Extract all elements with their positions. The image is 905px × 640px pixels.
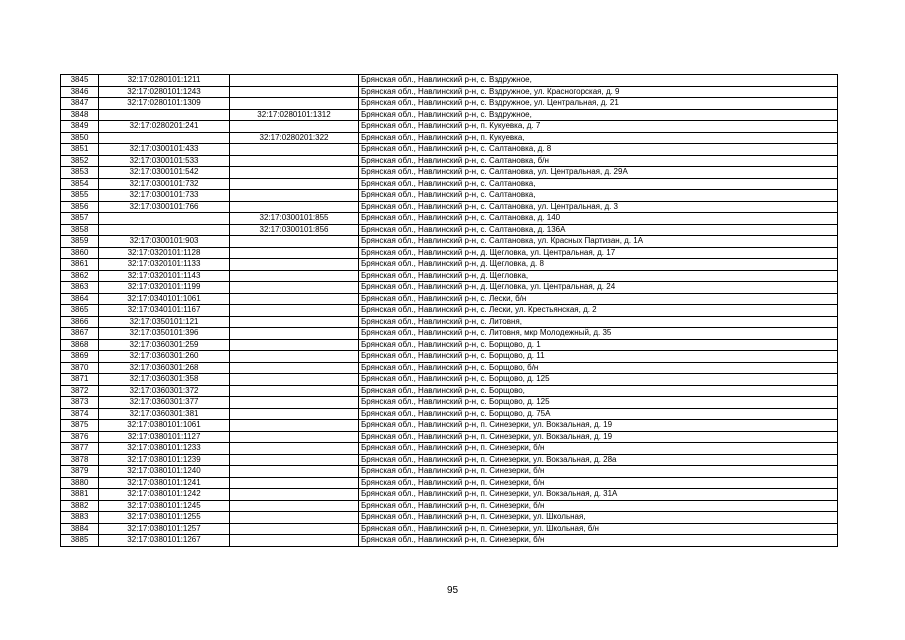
row-number-cell: 3865 bbox=[61, 305, 99, 317]
cadastral-number-alt-cell bbox=[230, 500, 359, 512]
cadastral-number-alt-cell bbox=[230, 167, 359, 179]
table-row bbox=[61, 247, 838, 259]
cadastral-number-alt-cell bbox=[230, 259, 359, 271]
address-cell: Брянская обл., Навлинский р-н, с. Борщово, д. 125 bbox=[359, 397, 838, 409]
address-cell: Брянская обл., Навлинский р-н, с. Борщово, д. 11 bbox=[359, 351, 838, 363]
cadastral-number-alt-cell bbox=[230, 247, 359, 259]
table-row bbox=[61, 362, 838, 374]
row-number-cell: 3859 bbox=[61, 236, 99, 248]
cadastral-number-alt-cell bbox=[230, 190, 359, 202]
address-cell: Брянская обл., Навлинский р-н, с. Борщово, д. 125 bbox=[359, 374, 838, 386]
table-row bbox=[61, 466, 838, 478]
address-cell: Брянская обл., Навлинский р-н, с. Борщово, б/н bbox=[359, 362, 838, 374]
table-row bbox=[61, 431, 838, 443]
cadastral-number-cell: 32:17:0380101:1255 bbox=[99, 512, 230, 524]
row-number-cell: 3867 bbox=[61, 328, 99, 340]
cadastral-number-cell: 32:17:0320101:1128 bbox=[99, 247, 230, 259]
address-cell: Брянская обл., Навлинский р-н, п. Синезерки, ул. Школьная, bbox=[359, 512, 838, 524]
cadastral-number-cell: 32:17:0360301:260 bbox=[99, 351, 230, 363]
table-row bbox=[61, 489, 838, 501]
cadastral-number-cell: 32:17:0360301:372 bbox=[99, 385, 230, 397]
address-cell: Брянская обл., Навлинский р-н, с. Вздружное, bbox=[359, 109, 838, 121]
table-row bbox=[61, 109, 838, 121]
table-row bbox=[61, 121, 838, 133]
cadastral-number-cell: 32:17:0300101:433 bbox=[99, 144, 230, 156]
address-cell: Брянская обл., Навлинский р-н, п. Синезерки, ул. Вокзальная, д. 19 bbox=[359, 420, 838, 432]
cadastral-number-alt-cell bbox=[230, 201, 359, 213]
row-number-cell: 3860 bbox=[61, 247, 99, 259]
address-cell: Брянская обл., Навлинский р-н, с. Салтановка, б/н bbox=[359, 155, 838, 167]
address-cell: Брянская обл., Навлинский р-н, п. Синезерки, ул. Вокзальная, д. 28а bbox=[359, 454, 838, 466]
cadastral-number-alt-cell bbox=[230, 270, 359, 282]
row-number-cell: 3871 bbox=[61, 374, 99, 386]
row-number-cell: 3857 bbox=[61, 213, 99, 225]
table-row bbox=[61, 351, 838, 363]
cadastral-number-alt-cell bbox=[230, 98, 359, 110]
row-number-cell: 3872 bbox=[61, 385, 99, 397]
table-row bbox=[61, 477, 838, 489]
address-cell: Брянская обл., Навлинский р-н, с. Вздружное, ул. Красногорская, д. 9 bbox=[359, 86, 838, 98]
row-number-cell: 3847 bbox=[61, 98, 99, 110]
cadastral-number-cell: 32:17:0300101:903 bbox=[99, 236, 230, 248]
cadastral-number-alt-cell bbox=[230, 339, 359, 351]
cadastral-number-cell: 32:17:0360301:381 bbox=[99, 408, 230, 420]
cadastral-number-cell bbox=[99, 109, 230, 121]
row-number-cell: 3858 bbox=[61, 224, 99, 236]
row-number-cell: 3885 bbox=[61, 535, 99, 547]
cadastral-number-alt-cell bbox=[230, 75, 359, 87]
cadastral-number-alt-cell bbox=[230, 466, 359, 478]
address-cell: Брянская обл., Навлинский р-н, с. Вздружное, bbox=[359, 75, 838, 87]
cadastral-number-alt-cell bbox=[230, 477, 359, 489]
row-number-cell: 3855 bbox=[61, 190, 99, 202]
cadastral-number-cell: 32:17:0380101:1061 bbox=[99, 420, 230, 432]
address-cell: Брянская обл., Навлинский р-н, с. Лески, б/н bbox=[359, 293, 838, 305]
table-row bbox=[61, 190, 838, 202]
row-number-cell: 3862 bbox=[61, 270, 99, 282]
row-number-cell: 3878 bbox=[61, 454, 99, 466]
row-number-cell: 3882 bbox=[61, 500, 99, 512]
address-cell: Брянская обл., Навлинский р-н, п. Синезерки, б/н bbox=[359, 443, 838, 455]
table-row bbox=[61, 282, 838, 294]
row-number-cell: 3846 bbox=[61, 86, 99, 98]
row-number-cell: 3880 bbox=[61, 477, 99, 489]
cadastral-number-cell: 32:17:0340101:1061 bbox=[99, 293, 230, 305]
address-cell: Брянская обл., Навлинский р-н, д. Щегловка, bbox=[359, 270, 838, 282]
cadastral-number-alt-cell: 32:17:0300101:856 bbox=[230, 224, 359, 236]
address-cell: Брянская обл., Навлинский р-н, п. Синезерки, б/н bbox=[359, 466, 838, 478]
table-row bbox=[61, 328, 838, 340]
cadastral-number-alt-cell bbox=[230, 86, 359, 98]
table-row bbox=[61, 98, 838, 110]
cadastral-number-cell: 32:17:0380101:1240 bbox=[99, 466, 230, 478]
cadastral-number-alt-cell bbox=[230, 305, 359, 317]
cadastral-number-alt-cell bbox=[230, 293, 359, 305]
cadastral-number-cell: 32:17:0360301:377 bbox=[99, 397, 230, 409]
address-cell: Брянская обл., Навлинский р-н, п. Синезерки, б/н bbox=[359, 477, 838, 489]
cadastral-number-cell: 32:17:0300101:542 bbox=[99, 167, 230, 179]
row-number-cell: 3845 bbox=[61, 75, 99, 87]
table-row bbox=[61, 224, 838, 236]
table-row bbox=[61, 408, 838, 420]
cadastral-number-cell: 32:17:0280101:1243 bbox=[99, 86, 230, 98]
cadastral-number-cell: 32:17:0340101:1167 bbox=[99, 305, 230, 317]
cadastral-number-cell: 32:17:0380101:1127 bbox=[99, 431, 230, 443]
cadastral-number-cell: 32:17:0380101:1242 bbox=[99, 489, 230, 501]
table-row bbox=[61, 443, 838, 455]
row-number-cell: 3850 bbox=[61, 132, 99, 144]
address-cell: Брянская обл., Навлинский р-н, п. Синезерки, ул. Вокзальная, д. 19 bbox=[359, 431, 838, 443]
address-cell: Брянская обл., Навлинский р-н, с. Литовня, мкр Молодежный, д. 35 bbox=[359, 328, 838, 340]
cadastral-number-alt-cell bbox=[230, 155, 359, 167]
row-number-cell: 3853 bbox=[61, 167, 99, 179]
cadastral-number-alt-cell bbox=[230, 408, 359, 420]
table-row bbox=[61, 167, 838, 179]
cadastral-number-cell bbox=[99, 132, 230, 144]
table-row bbox=[61, 454, 838, 466]
cadastral-number-alt-cell bbox=[230, 374, 359, 386]
table-row bbox=[61, 512, 838, 524]
row-number-cell: 3864 bbox=[61, 293, 99, 305]
table-row bbox=[61, 155, 838, 167]
table-row bbox=[61, 420, 838, 432]
cadastral-number-alt-cell bbox=[230, 420, 359, 432]
cadastral-number-cell: 32:17:0360301:358 bbox=[99, 374, 230, 386]
page-number: 95 bbox=[446, 585, 459, 596]
address-cell: Брянская обл., Навлинский р-н, с. Борщово, bbox=[359, 385, 838, 397]
address-cell: Брянская обл., Навлинский р-н, с. Салтановка, ул. Красных Партизан, д. 1А bbox=[359, 236, 838, 248]
registry-table-body bbox=[61, 75, 838, 547]
cadastral-number-alt-cell bbox=[230, 316, 359, 328]
cadastral-number-alt-cell: 32:17:0280201:322 bbox=[230, 132, 359, 144]
row-number-cell: 3883 bbox=[61, 512, 99, 524]
row-number-cell: 3852 bbox=[61, 155, 99, 167]
table-row bbox=[61, 259, 838, 271]
row-number-cell: 3866 bbox=[61, 316, 99, 328]
cadastral-number-alt-cell bbox=[230, 385, 359, 397]
address-cell: Брянская обл., Навлинский р-н, с. Литовня, bbox=[359, 316, 838, 328]
row-number-cell: 3849 bbox=[61, 121, 99, 133]
table-row bbox=[61, 132, 838, 144]
cadastral-number-cell: 32:17:0360301:268 bbox=[99, 362, 230, 374]
table-row bbox=[61, 293, 838, 305]
table-row bbox=[61, 339, 838, 351]
cadastral-number-cell: 32:17:0350101:121 bbox=[99, 316, 230, 328]
address-cell: Брянская обл., Навлинский р-н, с. Салтановка, д. 8 bbox=[359, 144, 838, 156]
cadastral-number-cell: 32:17:0320101:1143 bbox=[99, 270, 230, 282]
table-row bbox=[61, 213, 838, 225]
cadastral-number-alt-cell: 32:17:0280101:1312 bbox=[230, 109, 359, 121]
address-cell: Брянская обл., Навлинский р-н, п. Кукуевка, д. 7 bbox=[359, 121, 838, 133]
cadastral-number-cell bbox=[99, 213, 230, 225]
row-number-cell: 3854 bbox=[61, 178, 99, 190]
cadastral-number-cell: 32:17:0280101:1211 bbox=[99, 75, 230, 87]
address-cell: Брянская обл., Навлинский р-н, с. Вздружное, ул. Центральная, д. 21 bbox=[359, 98, 838, 110]
address-cell: Брянская обл., Навлинский р-н, п. Кукуевка, bbox=[359, 132, 838, 144]
cadastral-number-cell bbox=[99, 224, 230, 236]
row-number-cell: 3856 bbox=[61, 201, 99, 213]
cadastral-number-alt-cell bbox=[230, 512, 359, 524]
address-cell: Брянская обл., Навлинский р-н, с. Борщово, д. 1 bbox=[359, 339, 838, 351]
cadastral-number-alt-cell bbox=[230, 431, 359, 443]
cadastral-number-cell: 32:17:0300101:766 bbox=[99, 201, 230, 213]
cadastral-number-alt-cell bbox=[230, 351, 359, 363]
table-row bbox=[61, 385, 838, 397]
cadastral-number-alt-cell bbox=[230, 523, 359, 535]
table-row bbox=[61, 144, 838, 156]
row-number-cell: 3868 bbox=[61, 339, 99, 351]
table-row bbox=[61, 178, 838, 190]
cadastral-number-cell: 32:17:0380101:1241 bbox=[99, 477, 230, 489]
address-cell: Брянская обл., Навлинский р-н, с. Салтановка, bbox=[359, 178, 838, 190]
cadastral-number-cell: 32:17:0300101:533 bbox=[99, 155, 230, 167]
row-number-cell: 3848 bbox=[61, 109, 99, 121]
cadastral-number-alt-cell bbox=[230, 443, 359, 455]
table-row bbox=[61, 523, 838, 535]
address-cell: Брянская обл., Навлинский р-н, д. Щегловка, ул. Центральная, д. 24 bbox=[359, 282, 838, 294]
cadastral-number-cell: 32:17:0320101:1199 bbox=[99, 282, 230, 294]
row-number-cell: 3863 bbox=[61, 282, 99, 294]
address-cell: Брянская обл., Навлинский р-н, с. Салтановка, bbox=[359, 190, 838, 202]
address-cell: Брянская обл., Навлинский р-н, п. Синезерки, б/н bbox=[359, 535, 838, 547]
cadastral-number-cell: 32:17:0300101:733 bbox=[99, 190, 230, 202]
table-row bbox=[61, 535, 838, 547]
cadastral-number-alt-cell bbox=[230, 144, 359, 156]
row-number-cell: 3884 bbox=[61, 523, 99, 535]
cadastral-number-alt-cell: 32:17:0300101:855 bbox=[230, 213, 359, 225]
address-cell: Брянская обл., Навлинский р-н, с. Лески, ул. Крестьянская, д. 2 bbox=[359, 305, 838, 317]
address-cell: Брянская обл., Навлинский р-н, п. Синезерки, ул. Школьная, б/н bbox=[359, 523, 838, 535]
table-row bbox=[61, 270, 838, 282]
address-cell: Брянская обл., Навлинский р-н, д. Щегловка, д. 8 bbox=[359, 259, 838, 271]
cadastral-number-alt-cell bbox=[230, 282, 359, 294]
row-number-cell: 3876 bbox=[61, 431, 99, 443]
registry-table bbox=[60, 74, 838, 547]
table-row bbox=[61, 236, 838, 248]
cadastral-number-alt-cell bbox=[230, 328, 359, 340]
cadastral-number-alt-cell bbox=[230, 121, 359, 133]
address-cell: Брянская обл., Навлинский р-н, с. Борщово, д. 75А bbox=[359, 408, 838, 420]
cadastral-number-alt-cell bbox=[230, 236, 359, 248]
address-cell: Брянская обл., Навлинский р-н, д. Щегловка, ул. Центральная, д. 17 bbox=[359, 247, 838, 259]
table-row bbox=[61, 201, 838, 213]
address-cell: Брянская обл., Навлинский р-н, п. Синезерки, ул. Вокзальная, д. 31А bbox=[359, 489, 838, 501]
cadastral-number-cell: 32:17:0350101:396 bbox=[99, 328, 230, 340]
cadastral-number-alt-cell bbox=[230, 535, 359, 547]
address-cell: Брянская обл., Навлинский р-н, с. Салтановка, д. 140 bbox=[359, 213, 838, 225]
row-number-cell: 3861 bbox=[61, 259, 99, 271]
row-number-cell: 3851 bbox=[61, 144, 99, 156]
row-number-cell: 3870 bbox=[61, 362, 99, 374]
cadastral-number-alt-cell bbox=[230, 489, 359, 501]
cadastral-number-cell: 32:17:0280201:241 bbox=[99, 121, 230, 133]
row-number-cell: 3869 bbox=[61, 351, 99, 363]
cadastral-number-alt-cell bbox=[230, 362, 359, 374]
table-row bbox=[61, 500, 838, 512]
address-cell: Брянская обл., Навлинский р-н, с. Салтановка, ул. Центральная, д. 29А bbox=[359, 167, 838, 179]
cadastral-number-alt-cell bbox=[230, 178, 359, 190]
row-number-cell: 3873 bbox=[61, 397, 99, 409]
row-number-cell: 3875 bbox=[61, 420, 99, 432]
cadastral-number-cell: 32:17:0380101:1257 bbox=[99, 523, 230, 535]
address-cell: Брянская обл., Навлинский р-н, с. Салтановка, ул. Центральная, д. 3 bbox=[359, 201, 838, 213]
table-row bbox=[61, 397, 838, 409]
cadastral-number-cell: 32:17:0380101:1267 bbox=[99, 535, 230, 547]
row-number-cell: 3874 bbox=[61, 408, 99, 420]
cadastral-number-cell: 32:17:0380101:1245 bbox=[99, 500, 230, 512]
table-row bbox=[61, 374, 838, 386]
address-cell: Брянская обл., Навлинский р-н, с. Салтановка, д. 136А bbox=[359, 224, 838, 236]
cadastral-number-alt-cell bbox=[230, 397, 359, 409]
table-row bbox=[61, 305, 838, 317]
table-row bbox=[61, 75, 838, 87]
table-row bbox=[61, 316, 838, 328]
cadastral-number-alt-cell bbox=[230, 454, 359, 466]
cadastral-number-cell: 32:17:0280101:1309 bbox=[99, 98, 230, 110]
row-number-cell: 3877 bbox=[61, 443, 99, 455]
row-number-cell: 3879 bbox=[61, 466, 99, 478]
cadastral-number-cell: 32:17:0320101:1133 bbox=[99, 259, 230, 271]
row-number-cell: 3881 bbox=[61, 489, 99, 501]
cadastral-number-cell: 32:17:0380101:1239 bbox=[99, 454, 230, 466]
address-cell: Брянская обл., Навлинский р-н, п. Синезерки, б/н bbox=[359, 500, 838, 512]
table-row bbox=[61, 86, 838, 98]
cadastral-number-cell: 32:17:0360301:259 bbox=[99, 339, 230, 351]
cadastral-number-cell: 32:17:0380101:1233 bbox=[99, 443, 230, 455]
cadastral-number-cell: 32:17:0300101:732 bbox=[99, 178, 230, 190]
